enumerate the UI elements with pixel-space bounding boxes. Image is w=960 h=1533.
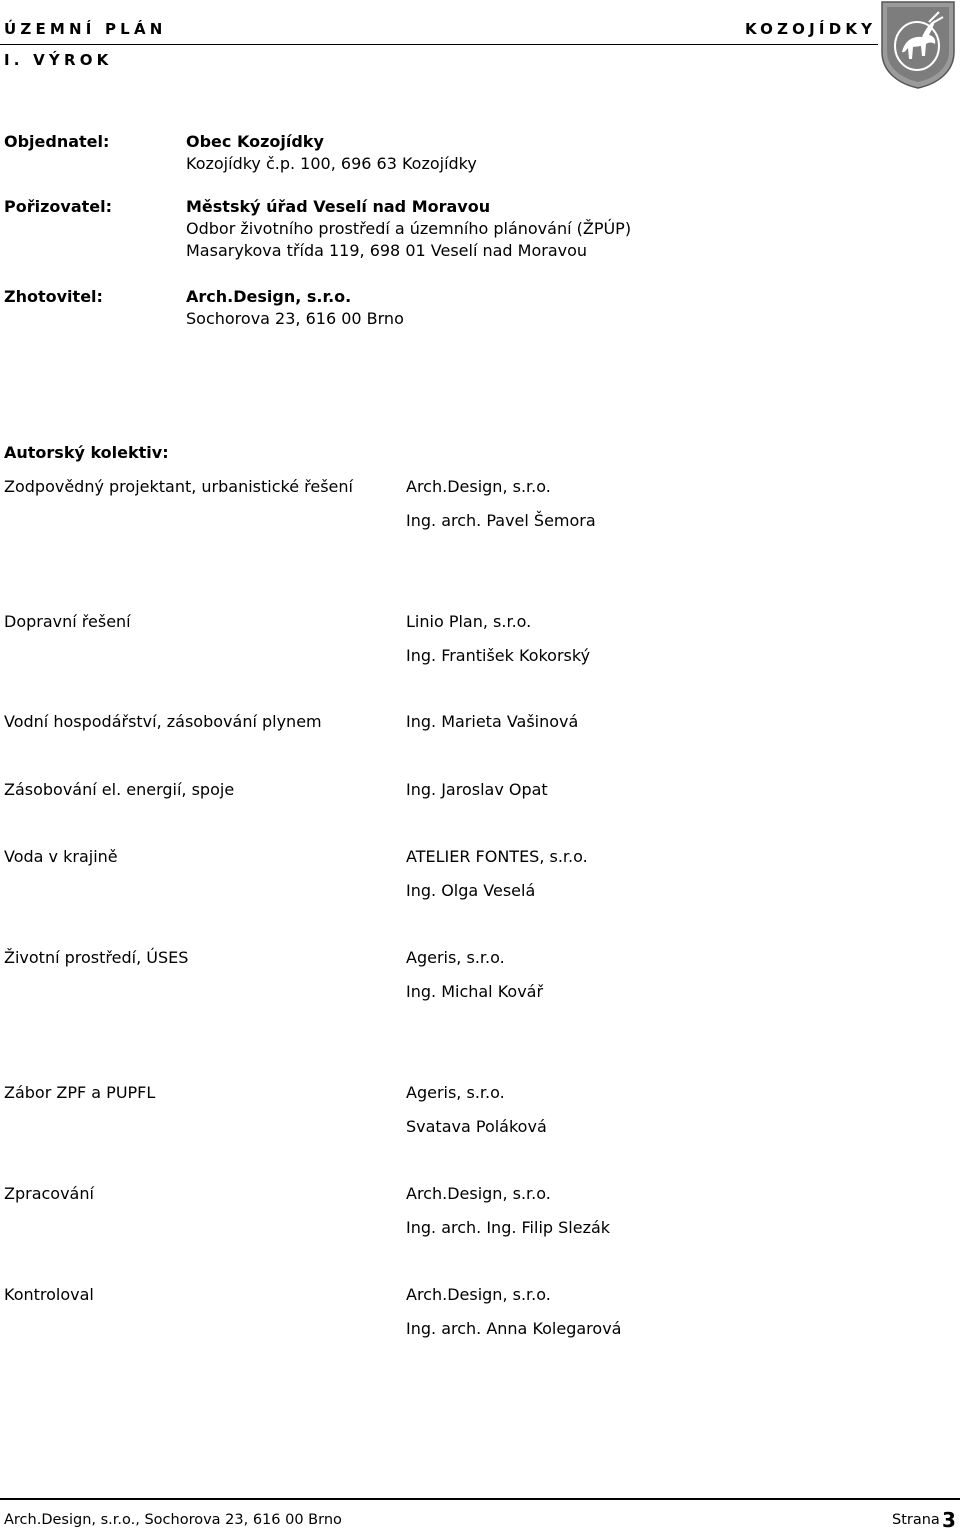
header-divider <box>0 44 878 45</box>
team-role: Kontroloval <box>4 1285 94 1304</box>
team-company: Arch.Design, s.r.o. <box>406 1285 551 1304</box>
team-company: Arch.Design, s.r.o. <box>406 477 551 496</box>
contractor-label: Zhotovitel: <box>4 287 103 306</box>
client-address: Kozojídky č.p. 100, 696 63 Kozojídky <box>186 154 477 173</box>
team-person: Ing. arch. Pavel Šemora <box>406 511 596 530</box>
team-person: Ing. arch. Ing. Filip Slezák <box>406 1218 611 1237</box>
footer-divider <box>0 1498 960 1500</box>
contractor-name: Arch.Design, s.r.o. <box>186 287 352 306</box>
procurer-address: Masarykova třída 119, 698 01 Veselí nad Moravou <box>186 241 588 260</box>
team-company: Ageris, s.r.o. <box>406 948 505 967</box>
team-company: Linio Plan, s.r.o. <box>406 612 532 631</box>
client-label: Objednatel: <box>4 132 110 151</box>
team-role: Zpracování <box>4 1184 94 1203</box>
team-role: Vodní hospodářství, zásobování plynem <box>4 712 322 731</box>
document-title: ÚZEMNÍ PLÁN <box>4 20 167 38</box>
team-person: Ing. Michal Kovář <box>406 982 544 1001</box>
team-role: Zodpovědný projektant, urbanistické řešení <box>4 477 353 496</box>
municipal-coat-of-arms-icon <box>879 0 957 90</box>
team-heading: Autorský kolektiv: <box>4 443 169 462</box>
team-person: Ing. Jaroslav Opat <box>406 780 548 799</box>
team-role: Zásobování el. energií, spoje <box>4 780 235 799</box>
procurer-label: Pořizovatel: <box>4 197 113 216</box>
team-person: Ing. Olga Veselá <box>406 881 536 900</box>
client-name: Obec Kozojídky <box>186 132 324 151</box>
team-role: Dopravní řešení <box>4 612 131 631</box>
team-company: Ageris, s.r.o. <box>406 1083 505 1102</box>
page-number: 3 <box>942 1508 956 1532</box>
team-person: Ing. František Kokorský <box>406 646 591 665</box>
team-role: Životní prostředí, ÚSES <box>4 948 189 967</box>
page-label: Strana <box>892 1512 940 1528</box>
section-title: I. VÝROK <box>4 51 113 69</box>
team-role: Zábor ZPF a PUPFL <box>4 1083 156 1102</box>
team-person: Ing. arch. Anna Kolegarová <box>406 1319 622 1338</box>
team-company: Arch.Design, s.r.o. <box>406 1184 551 1203</box>
team-person: Svatava Poláková <box>406 1117 547 1136</box>
team-role: Voda v krajině <box>4 847 118 866</box>
procurer-department: Odbor životního prostředí a územního plánování (ŽPÚP) <box>186 219 632 238</box>
procurer-name: Městský úřad Veselí nad Moravou <box>186 197 491 216</box>
team-person: Ing. Marieta Vašinová <box>406 712 579 731</box>
footer-company: Arch.Design, s.r.o., Sochorova 23, 616 00 Brno <box>4 1512 342 1528</box>
team-company: ATELIER FONTES, s.r.o. <box>406 847 588 866</box>
village-name: KOZOJÍDKY <box>745 20 877 38</box>
contractor-address: Sochorova 23, 616 00 Brno <box>186 309 404 328</box>
